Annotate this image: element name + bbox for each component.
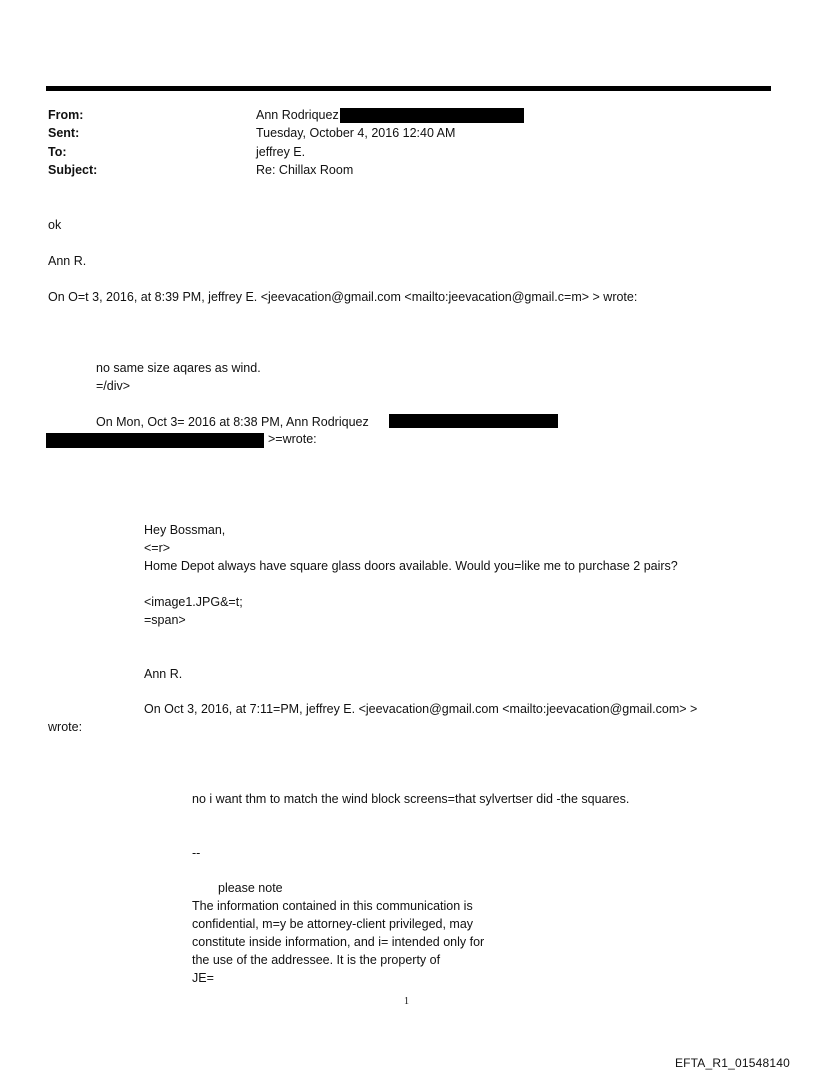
reply-line: no i want thm to match the wind block screens=that sylvertser did -the squares. bbox=[192, 792, 630, 806]
attachment-ref: <image1.JPG&=t; bbox=[144, 595, 243, 609]
from-label: From: bbox=[48, 108, 84, 122]
signature-separator: -- bbox=[192, 846, 201, 860]
body-line: ok bbox=[48, 218, 62, 232]
to-label: To: bbox=[48, 145, 67, 159]
subject-value: Re: Chillax Room bbox=[256, 163, 354, 177]
quote-header: On Oct 3, 2016, at 7:11=PM, jeffrey E. <jeevacation@gmail.com <mailto:jeevacation@gmail.com> > bbox=[144, 702, 698, 716]
quote-header: On O=t 3, 2016, at 8:39 PM, jeffrey E. <jeevacation@gmail.com <mailto:jeevacation@gmail.c=m> > wrote: bbox=[48, 290, 638, 304]
disclaimer-line: confidential, m=y be attorney-client privileged, may bbox=[192, 917, 474, 931]
redaction-block bbox=[389, 414, 558, 428]
quote-header: On Mon, Oct 3= 2016 at 8:38 PM, Ann Rodriquez bbox=[96, 415, 369, 429]
markup-fragment: =span> bbox=[144, 613, 186, 627]
redaction-block bbox=[340, 108, 524, 123]
sent-label: Sent: bbox=[48, 126, 80, 140]
to-value: jeffrey E. bbox=[256, 145, 306, 159]
quote-header-cont: wrote: bbox=[48, 720, 83, 734]
sent-value: Tuesday, October 4, 2016 12:40 AM bbox=[256, 126, 456, 140]
page-number: 1 bbox=[404, 996, 409, 1007]
message-line: Home Depot always have square glass doors available. Would you=like me to purchase 2 pairs? bbox=[144, 559, 678, 573]
redaction-block bbox=[46, 433, 264, 448]
markup-fragment: =/div> bbox=[96, 379, 131, 393]
from-value: Ann Rodriquez bbox=[256, 108, 339, 122]
quote-header-cont: >=wrote: bbox=[268, 432, 317, 446]
bates-number: EFTA_R1_01548140 bbox=[674, 1056, 790, 1070]
markup-fragment: <=r> bbox=[144, 541, 171, 555]
disclaimer-line: JE= bbox=[192, 971, 214, 985]
greeting: Hey Bossman, bbox=[144, 523, 226, 537]
signature: Ann R. bbox=[48, 254, 87, 268]
disclaimer-line: constitute inside information, and i= intended only for bbox=[192, 935, 485, 949]
disclaimer-line: The information contained in this communication is bbox=[192, 899, 473, 913]
subject-label: Subject: bbox=[48, 163, 98, 177]
signature: Ann R. bbox=[144, 667, 183, 681]
top-rule bbox=[46, 86, 771, 91]
disclaimer-title: please note bbox=[218, 881, 283, 895]
disclaimer-line: the use of the addressee. It is the property of bbox=[192, 953, 441, 967]
reply-line: no same size aqares as wind. bbox=[96, 361, 261, 375]
